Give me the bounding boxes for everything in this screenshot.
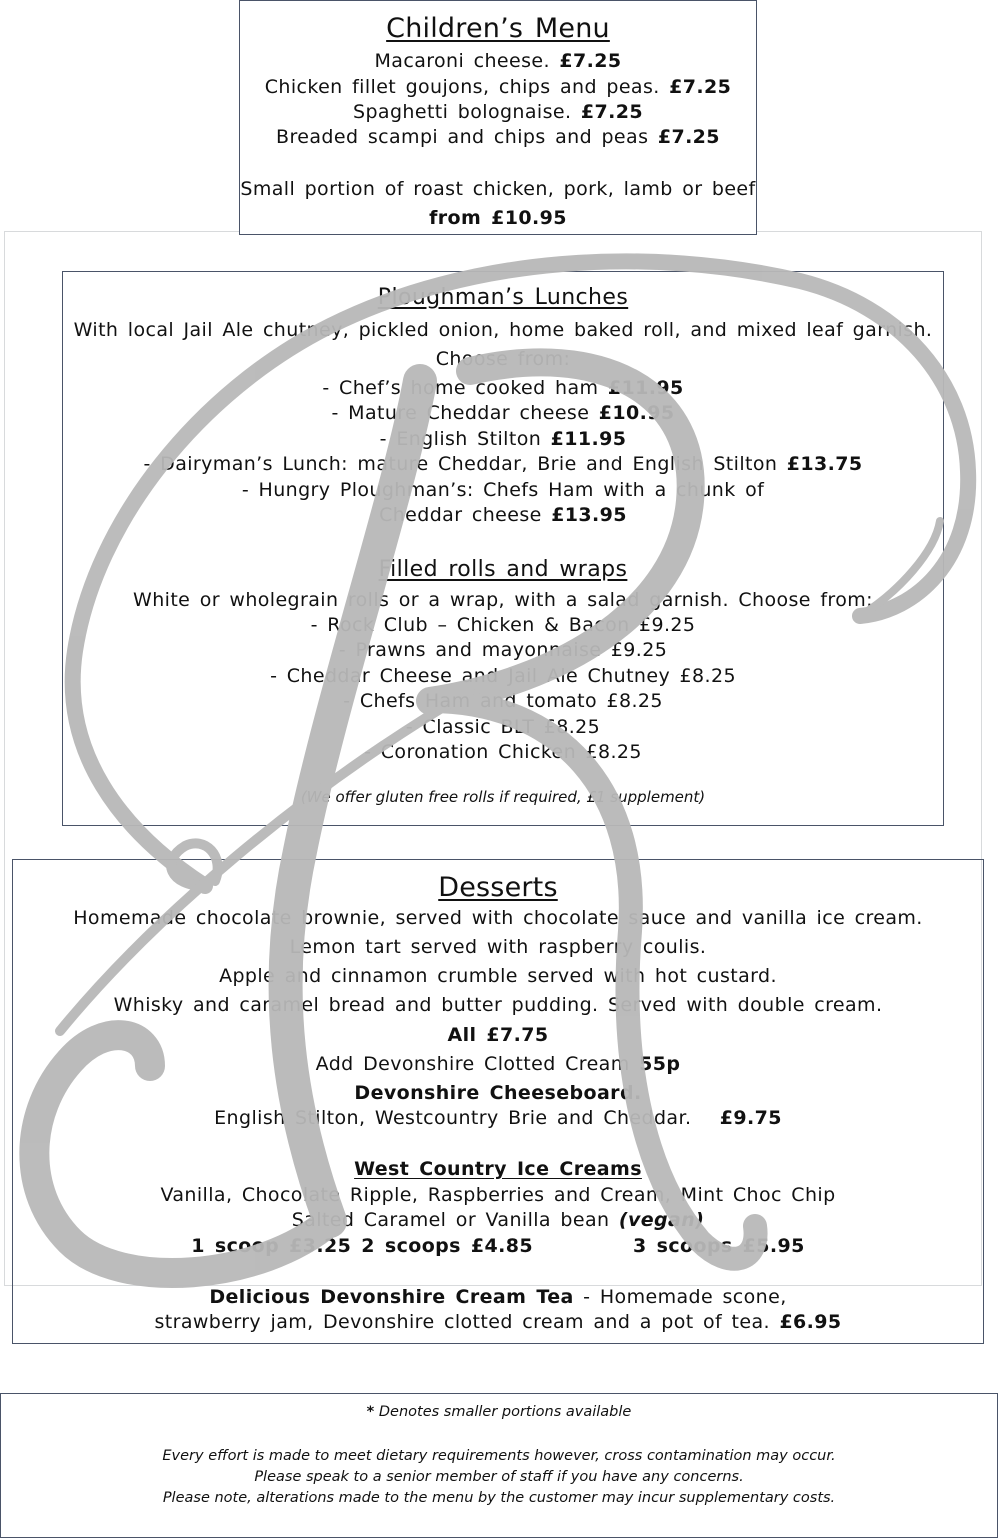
smaller-portions-note: * Denotes smaller portions available (366, 1404, 632, 1420)
roast-portion-price: from £10.95 (429, 207, 567, 229)
dessert-item: Homemade chocolate brownie, served with chocolate sauce and vanilla ice cream. (73, 907, 923, 929)
dessert-item: Lemon tart served with raspberry coulis. (289, 936, 707, 958)
ploughmans-intro: With local Jail Ale chutney, pickled onion, home baked roll, and mixed leaf garnish. (73, 319, 933, 341)
footer-panel (0, 1393, 998, 1538)
gluten-free-note: (We offer gluten free rolls if required, £1 supplement) (300, 788, 706, 806)
desserts-all-price: All £7.75 (447, 1024, 549, 1046)
roll-item: - Rock Club – Chicken & Bacon £9.25 (310, 614, 696, 636)
dessert-item: Apple and cinnamon crumble served with hot custard. (219, 965, 777, 987)
menu-item: Chicken fillet goujons, chips and peas. £7.25 (264, 76, 732, 98)
desserts-panel (12, 859, 984, 1344)
ploughmans-item: - Mature Cheddar cheese £10.95 (331, 402, 675, 424)
roll-item: - Cheddar Cheese and Jail Ale Chutney £8.25 (270, 665, 736, 687)
ploughmans-item: - English Stilton £11.95 (379, 428, 627, 450)
menu-item: Breaded scampi and chips and peas £7.25 (276, 126, 720, 148)
childrens-menu-title: Children’s Menu (386, 13, 610, 44)
rolls-title: Filled rolls and wraps (378, 557, 628, 582)
roll-item: - Classic BLT £8.25 (405, 716, 601, 738)
ploughmans-title: Ploughman’s Lunches (377, 285, 629, 310)
cream-tea-line1: Delicious Devonshire Cream Tea - Homemade scone, (209, 1286, 787, 1308)
ice-cream-prices: 1 scoop £3.25 2 scoops £4.85 3 scoops £5.95 (191, 1235, 805, 1257)
hungry-ploughmans-line2: Cheddar cheese £13.95 (379, 504, 627, 526)
rolls-intro: White or wholegrain rolls or a wrap, with a salad garnish. Choose from: (133, 589, 873, 611)
childrens-menu-panel (239, 0, 757, 235)
dessert-item: Whisky and caramel bread and butter pudding. Served with double cream. (113, 994, 883, 1016)
ploughmans-item: - Dairyman’s Lunch: mature Cheddar, Brie and English Stilton £13.75 (143, 453, 863, 475)
ice-cream-flavours-2: Salted Caramel or Vanilla bean (vegan) (291, 1209, 705, 1231)
dietary-note-2: Please speak to a senior member of staff if you have any concerns. (254, 1469, 744, 1485)
cheeseboard-title: Devonshire Cheeseboard. (354, 1082, 642, 1104)
ice-cream-flavours: Vanilla, Chocolate Ripple, Raspberries and Cream, Mint Choc Chip (160, 1184, 836, 1206)
hungry-ploughmans-line1: - Hungry Ploughman’s: Chefs Ham with a chunk of (241, 479, 765, 501)
roll-item: - Chefs Ham and tomato £8.25 (343, 690, 663, 712)
menu-item: Spaghetti bolognaise. £7.25 (353, 101, 643, 123)
ploughmans-choose: Choose from: (435, 348, 571, 370)
roll-item: - Prawns and mayonnaise £9.25 (338, 639, 668, 661)
roast-portion-text: Small portion of roast chicken, pork, lamb or beef (240, 178, 756, 200)
roll-item: - Coronation Chicken £8.25 (364, 741, 642, 763)
dietary-note-3: Please note, alterations made to the menu by the customer may incur supplementary costs. (162, 1490, 836, 1506)
clotted-cream-addon: Add Devonshire Clotted Cream 55p (315, 1053, 681, 1075)
cream-tea-line2: strawberry jam, Devonshire clotted cream and a pot of tea. £6.95 (154, 1311, 842, 1333)
dietary-note-1: Every effort is made to meet dietary requirements however, cross contamination may occur. (162, 1448, 836, 1464)
desserts-title: Desserts (438, 872, 558, 903)
ploughmans-panel (62, 271, 944, 826)
menu-item: Macaroni cheese. £7.25 (374, 50, 622, 72)
ploughmans-item: - Chef’s home cooked ham £11.95 (322, 377, 684, 399)
ice-cream-title: West Country Ice Creams (354, 1158, 642, 1180)
cheeseboard-description: English Stilton, Westcountry Brie and Cheddar. £9.75 (214, 1107, 782, 1129)
